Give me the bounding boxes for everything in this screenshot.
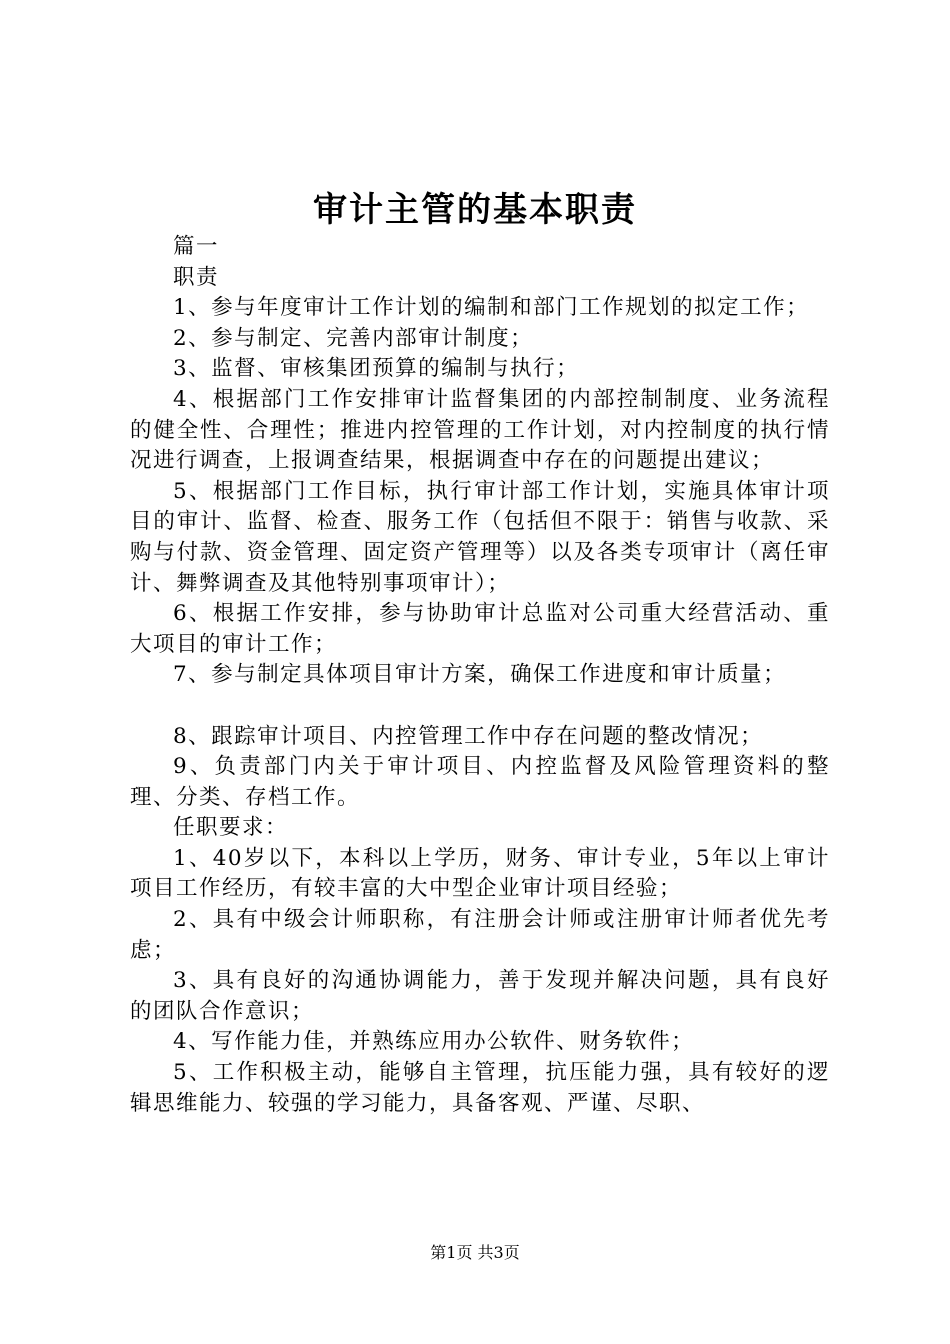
duty-item: 4、根据部门工作安排审计监督集团的内部控制制度、业务流程的健全性、合理性；推进内控管理的工作计划，对内控制度的执行情况进行调查，上报调查结果，根据调查中存在的问题提出建议； <box>130 386 830 474</box>
subsection-heading: 任职要求： <box>173 815 289 841</box>
duty-item: 1、参与年度审计工作计划的编制和部门工作规划的拟定工作； <box>173 295 810 321</box>
duty-item: 6、根据工作安排，参与协助审计总监对公司重大经营活动、重大项目的审计工作； <box>130 601 830 657</box>
duty-item: 2、参与制定、完善内部审计制度； <box>173 325 534 351</box>
duty-item: 3、监督、审核集团预算的编制与执行； <box>173 356 580 382</box>
page-footer: 第1页 共3页 <box>430 1243 520 1262</box>
duty-item: 7、参与制定具体项目审计方案，确保工作进度和审计质量； <box>173 662 787 688</box>
duty-item: 8、跟踪审计项目、内控管理工作中存在问题的整改情况； <box>173 723 764 749</box>
duty-item: 9、负责部门内关于审计项目、内控监督及风险管理资料的整理、分类、存档工作。 <box>130 754 830 810</box>
section-heading: 篇一 <box>173 234 220 259</box>
requirement-item: 1、40岁以下，本科以上学历，财务、审计专业，5年以上审计项目工作经历，有较丰富的大中型企业审计项目经验； <box>130 845 830 902</box>
requirement-item: 3、具有良好的沟通协调能力，善于发现并解决问题，具有良好的团队合作意识； <box>130 968 830 1024</box>
requirement-item: 5、工作积极主动，能够自主管理，抗压能力强，具有较好的逻辑思维能力、较强的学习能力，具备客观、严谨、尽职、 <box>130 1060 830 1116</box>
subsection-heading: 职责 <box>173 264 220 290</box>
document-title: 审计主管的基本职责 <box>313 190 637 230</box>
document-body <box>130 232 830 1119</box>
requirement-item: 4、写作能力佳，并熟练应用办公软件、财务软件； <box>173 1029 695 1055</box>
duty-item: 5、根据部门工作目标，执行审计部工作计划，实施具体审计项目的审计、监督、检查、服务工作（包括但不限于：销售与收款、采购与付款、资金管理、固定资产管理等）以及各类专项审计（离任审计、舞弊调查及其他特别事项审计）； <box>130 478 830 596</box>
requirement-item: 2、具有中级会计师职称，有注册会计师或注册审计师者优先考虑； <box>130 907 830 963</box>
